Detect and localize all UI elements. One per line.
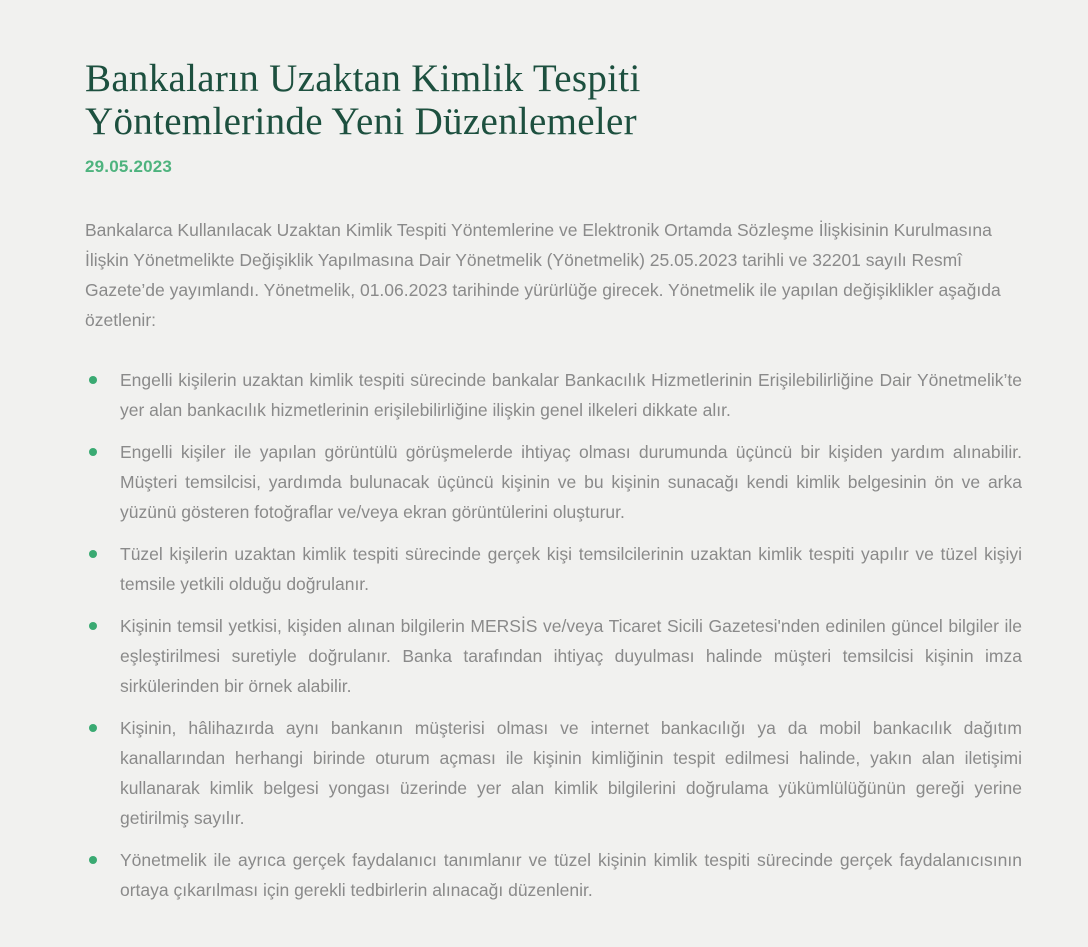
list-item-text: Engelli kişilerin uzaktan kimlik tespiti sürecinde bankalar Bankacılık Hizmetlerinin Erişilebilirliğine Dair Yönetmelik’te yer alan bankacılık hizmetlerinin erişilebilirliğine ilişkin genel ilkeleri dikkate alır. xyxy=(120,370,1022,420)
bullet-dot-icon xyxy=(89,856,97,864)
intro-paragraph: Bankalarca Kullanılacak Uzaktan Kimlik Tespiti Yöntemlerine ve Elektronik Ortamda Sözleşme İlişkisinin Kurulmasına İlişkin Yönetmelikte Değişiklik Yapılmasına Dair Yönetmelik (Yönetmelik) 25.05.2023 tarihli ve 32201 sayılı Resmî Gazete’de yayımlandı. Yönetmelik, 01.06.2023 tarihinde yürürlüğe girecek. Yönetmelik ile yapılan değişiklikler aşağıda özetlenir: xyxy=(85,220,1001,330)
page-title-line-2: Yöntemlerinde Yeni Düzenlemeler xyxy=(85,100,637,143)
list-item-text: Kişinin temsil yetkisi, kişiden alınan bilgilerin MERSİS ve/veya Ticaret Sicili Gazetesi'nden edinilen güncel bilgiler ile eşleştirilmesi suretiyle doğrulanır. Banka tarafından ihtiyaç duyulması halinde müşteri temsilcisi kişinin imza sirkülerinden bir örnek alabilir. xyxy=(120,616,1022,696)
list-item xyxy=(85,611,1022,701)
page-title xyxy=(85,57,1022,143)
list-item xyxy=(85,539,1022,599)
list-item xyxy=(85,845,1022,905)
bullet-dot-icon xyxy=(89,622,97,630)
publication-date: 29.05.2023 xyxy=(85,157,173,176)
page-title-line-1: Bankaların Uzaktan Kimlik Tespiti xyxy=(85,57,641,100)
bullet-dot-icon xyxy=(89,724,97,732)
bullet-dot-icon xyxy=(89,550,97,558)
bullet-dot-icon xyxy=(89,376,97,384)
list-item xyxy=(85,437,1022,527)
list-item-text: Yönetmelik ile ayrıca gerçek faydalanıcı tanımlanır ve tüzel kişinin kimlik tespiti sürecinde gerçek faydalanıcısının ortaya çıkarılması için gerekli tedbirlerin alınacağı düzenlenir. xyxy=(120,850,1022,900)
list-item xyxy=(85,365,1022,425)
list-item xyxy=(85,713,1022,833)
list-item-text: Engelli kişiler ile yapılan görüntülü görüşmelerde ihtiyaç olması durumunda üçüncü bir kişiden yardım alınabilir. Müşteri temsilcisi, yardımda bulunacak üçüncü kişinin ve bu kişinin sunacağı kendi kimlik belgesinin ön ve arka yüzünü gösteren fotoğraflar ve/veya ekran görüntülerini oluşturur. xyxy=(120,442,1022,522)
changes-list xyxy=(85,365,1022,905)
bullet-dot-icon xyxy=(89,448,97,456)
list-item-text: Tüzel kişilerin uzaktan kimlik tespiti sürecinde gerçek kişi temsilcilerinin uzaktan kimlik tespiti yapılır ve tüzel kişiyi temsile yetkili olduğu doğrulanır. xyxy=(120,544,1022,594)
list-item-text: Kişinin, hâlihazırda aynı bankanın müşterisi olması ve internet bankacılığı ya da mobil bankacılık dağıtım kanallarından herhangi birinde oturum açması ile kişinin kimliğinin tespit edilmesi halinde, yakın alan iletişimi kullanarak kimlik belgesi yongası üzerinde yer alan kimlik bilgilerini doğrulama yükümlülüğünün gereği yerine getirilmiş sayılır. xyxy=(120,718,1022,828)
